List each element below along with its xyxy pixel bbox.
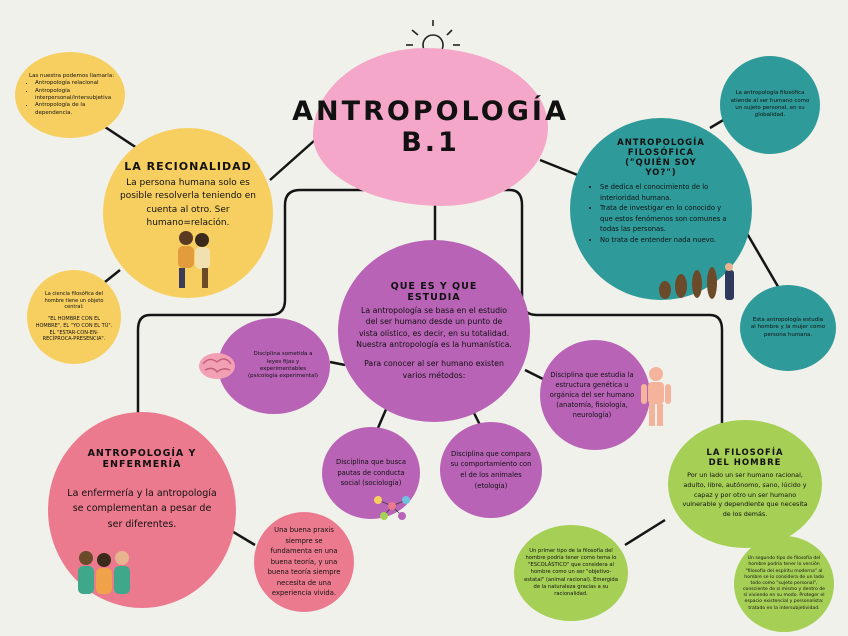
brain-icon (197, 350, 237, 382)
what-body-1: La antropología se basa en el estudio del ser humano desde un punto de vista olístico, es decir, en su totalidad. (358, 306, 510, 338)
biological-method-text: Disciplina que estudia la estructura genética u orgánica del ser humano (anatomía, fisiología, neurología) (549, 370, 635, 420)
relational-quote: "EL HOMBRE CON EL HOMBRE", EL "YO CON EL TÚ". EL "ESTAR-CON-EN-RECÍPROCA-PRESENCIA". (35, 316, 113, 343)
philosophy-man-note-right-bubble (734, 536, 834, 632)
philosophy-man-title: LA FILOSOFÍA DEL HOMBRE (706, 448, 784, 469)
philosophy-man-body: Por un lado un ser humano racional, adulto, libre, autónomo, sano, lúcido y capaz y por otro un ser humano vulnerable y dependiente que necesita de los demás. (682, 471, 808, 518)
nursing-title: ANTROPOLOGÍA Y ENFERMERÍA (87, 448, 197, 471)
what-bubble (338, 240, 530, 422)
hugging-people-illustration (168, 228, 220, 290)
philosophical-note-right-bubble (740, 285, 836, 371)
main-title-sub: B.1 (401, 127, 460, 158)
philosophical-title: ANTROPOLOGÍA FILOSÓFICA ("QUIÉN SOY YO?") (617, 138, 705, 178)
people-network-icon (370, 492, 414, 520)
list-item: • Se dedica el conocimiento de lo interioridad humana. (600, 182, 734, 203)
main-title-blob (292, 48, 569, 206)
philosophical-note-top-bubble (720, 56, 820, 154)
philosophical-note-top: La antropología filosófica atiende al ser humano como un sujeto personal, en su globalidad. (730, 90, 810, 119)
what-body-2: Nuestra antropología es la humanística. (356, 340, 512, 349)
list-item: • Antropología de la dependencia. (35, 102, 117, 117)
philosophy-man-note-left-bubble (514, 525, 628, 621)
sociology-method-text: Disciplina que busca pautas de conducta social (sociología) (335, 458, 407, 488)
relationality-body: La persona humana solo es posible resolverla teniendo en cuenta al otro. Ser humano=relación. (119, 178, 257, 228)
ethology-method-bubble (440, 422, 542, 518)
what-body-3: Para conocer al ser humano existen varios métodos: (364, 359, 504, 380)
list-item: • Trata de investigar en lo conocido y que estos fenómenos son comunes a todas las personas. (600, 203, 734, 235)
philosophical-list (588, 182, 734, 245)
list-item: • Antropología interpersonal/intersubjetiva (35, 88, 117, 103)
nursing-body: La enfermería y la antropología se complementan a pesar de ser diferentes. (67, 488, 217, 530)
relational-quote-bubble (27, 270, 121, 364)
philosophy-man-note-left: Un primer tipo de la filosofía del hombre podría tener como tema lo "ESCOLÁSTICO" que considera al hombre como un ser "objetivo-estatal" (animal racional). Emergida de la naturaleza gracias a su racionalidad. (524, 548, 618, 597)
relational-note-intro: Las nuestra podemos llamarla: (29, 72, 115, 79)
what-title: QUE ES Y QUE ESTUDIA (390, 281, 478, 304)
nursing-note-bubble (254, 512, 354, 612)
philosophy-man-bubble (668, 420, 822, 548)
relationality-title: LA RECIONALIDAD (124, 160, 252, 174)
philosophical-note-right: Esta antropología estudia al hombre y la mujer como persona humana. (750, 316, 826, 338)
biological-method-bubble (540, 340, 650, 450)
relational-quote-intro: La ciencia filosófica del hombre tiene un objeto central: (44, 290, 104, 311)
ethology-method-text: Disciplina que compara su comportamiento con el de los animales (etología) (450, 449, 532, 490)
evolution-illustration (655, 262, 740, 302)
relational-note-list (23, 80, 117, 117)
anatomy-icon (638, 366, 674, 428)
main-title: ANTROPOLOGÍA (292, 96, 569, 127)
list-item: • No trata de entender nada nuevo. (600, 235, 734, 246)
list-item: • Antropología relacional (35, 80, 117, 87)
experimental-method-text: Disciplina sometida a leyes fijas y experimentables (psicología experimental) (247, 351, 319, 380)
relational-note-bubble (15, 52, 125, 138)
nursing-note-text: Una buena praxis siempre se fundamenta en una buena teoría, y una buena teoría siempre necesita de una experiencia vivida. (267, 526, 341, 598)
nurses-illustration (72, 548, 134, 596)
philosophy-man-note-right: Un segundo tipo de filosofía del hombre podría tener lo versión "filosofía del espíritu moderna" al hombre se lo considera de un lado todo como "sujeto personal", consciente de sí mismo y dentro de sí viviendo en su modo. Proteger el espacio existencial y personalista: tratado en la intersubjetividad. (743, 556, 825, 611)
